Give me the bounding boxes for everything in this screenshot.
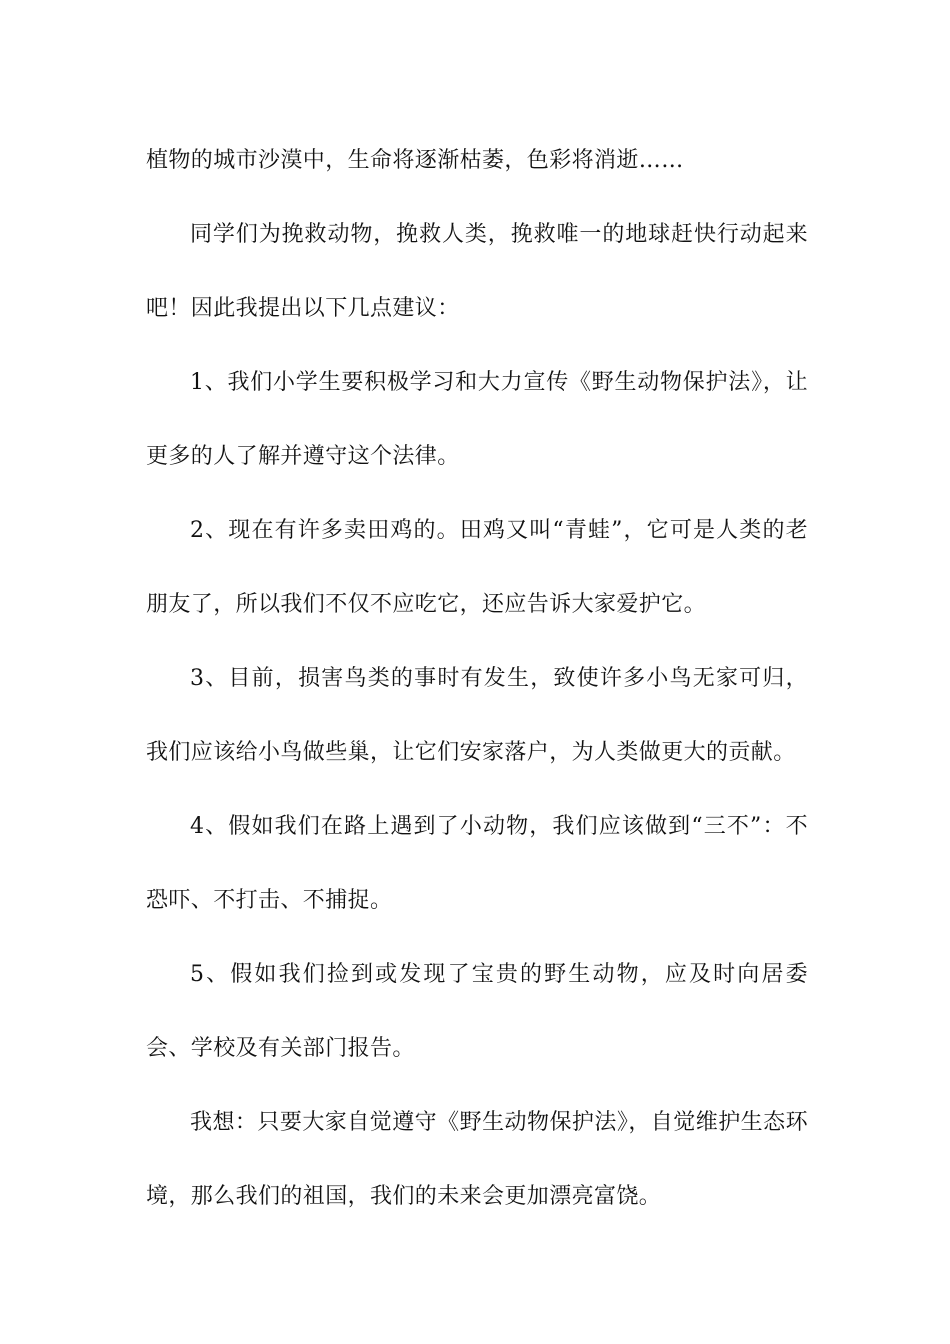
paragraph-continuation: 植物的城市沙漠中，生命将逐渐枯萎，色彩将消逝…… [146, 148, 684, 173]
paragraph-suggestion-3: 3、目前，损害鸟类的事时有发生，致使许多小鸟无家可归，我们应该给小鸟做些巢，让它们安家落户，为人类做更大的贡献。 [146, 666, 808, 765]
document-body [146, 124, 808, 1234]
paragraph-suggestion-2: 2、现在有许多卖田鸡的。田鸡又叫“青蛙”，它可是人类的老朋友了，所以我们不仅不应吃它，还应告诉大家爱护它。 [146, 518, 808, 617]
paragraph-suggestion-4: 4、假如我们在路上遇到了小动物，我们应该做到“三不”：不恐吓、不打击、不捕捉。 [146, 814, 808, 913]
paragraph-call-to-action: 同学们为挽救动物，挽救人类，挽救唯一的地球赶快行动起来吧！因此我提出以下几点建议： [146, 222, 808, 321]
paragraph-suggestion-1: 1、我们小学生要积极学习和大力宣传《野生动物保护法》，让更多的人了解并遵守这个法律。 [146, 370, 808, 469]
paragraph-suggestion-5: 5、假如我们捡到或发现了宝贵的野生动物，应及时向居委会、学校及有关部门报告。 [146, 962, 808, 1061]
paragraph-conclusion: 我想：只要大家自觉遵守《野生动物保护法》，自觉维护生态环境，那么我们的祖国，我们的未来会更加漂亮富饶。 [146, 1110, 808, 1209]
